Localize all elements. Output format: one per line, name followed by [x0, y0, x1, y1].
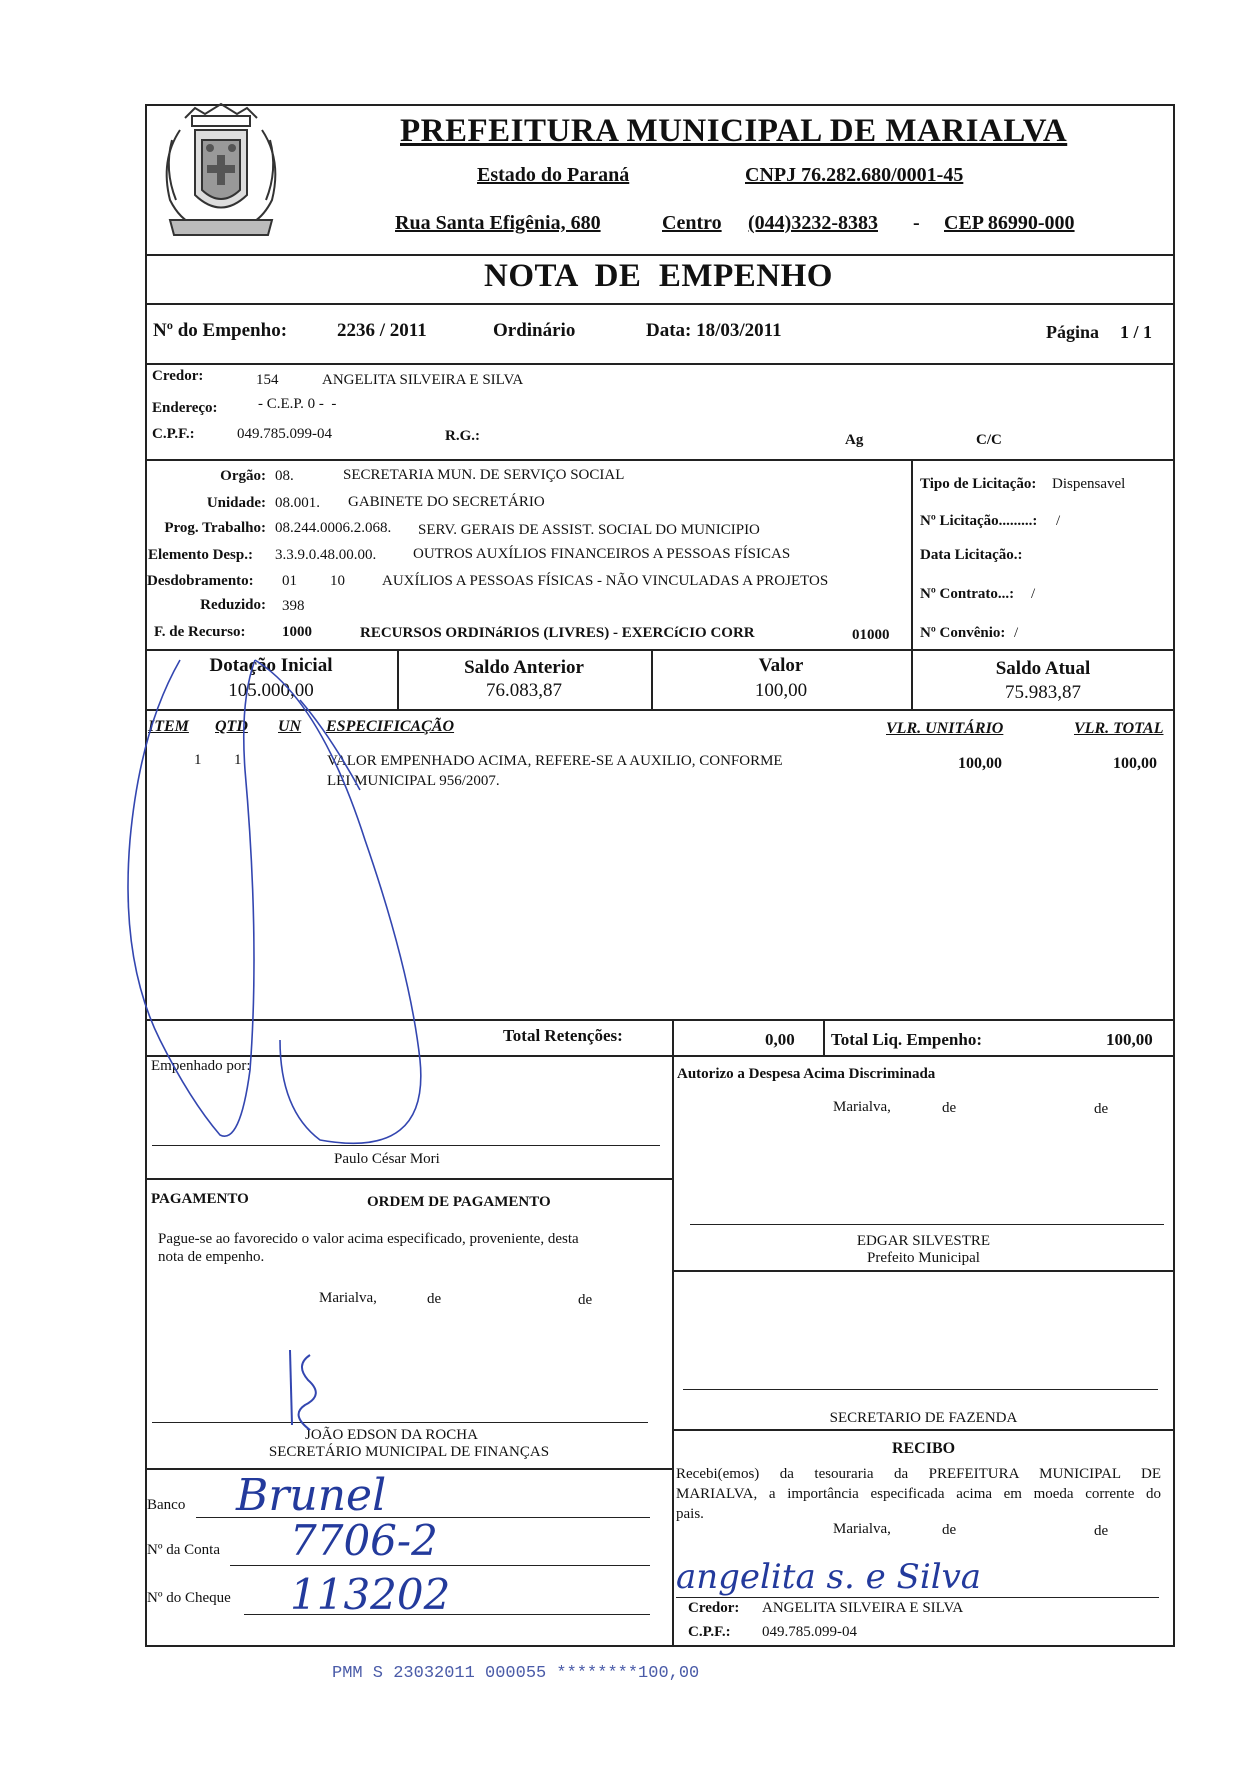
- prefeito-name: EDGAR SILVESTRE: [856, 1233, 991, 1249]
- retencoes-label: Total Retenções:: [503, 1026, 623, 1045]
- address-separator: -: [913, 212, 920, 234]
- autorizo-label: Autorizo a Despesa Acima Discriminada: [677, 1066, 936, 1082]
- cpf-label: C.P.F.:: [152, 426, 195, 442]
- address-phone: (044)3232-8383: [748, 212, 878, 234]
- cpf-value: 049.785.099-04: [237, 426, 332, 442]
- pagamento-text-line1: Pague-se ao favorecido o valor acima especificado, proveniente, desta: [158, 1231, 579, 1247]
- liquido-label: Total Liq. Empenho:: [831, 1030, 982, 1049]
- retencoes-value: 0,00: [765, 1030, 795, 1049]
- ordem-pagamento-label: ORDEM DE PAGAMENTO: [367, 1194, 551, 1210]
- licitacao-type: Dispensavel: [1052, 476, 1126, 492]
- address-cep: CEP 86990-000: [944, 212, 1075, 234]
- licitacao-number-label: Nº Licitação.........:: [920, 513, 1038, 529]
- autorizo-de2: de: [1094, 1101, 1109, 1117]
- financas-signature-mark: [280, 1345, 340, 1435]
- rg-label: R.G.:: [445, 428, 480, 444]
- elemento-name: OUTROS AUXÍLIOS FINANCEIROS A PESSOAS FÍSICAS: [413, 546, 791, 562]
- desdobramento-b: 10: [330, 573, 345, 589]
- item-number: 1: [194, 752, 202, 768]
- divider: [145, 303, 1175, 305]
- saldo-atual-label: Saldo Atual: [995, 658, 1091, 679]
- col-item: ITEM: [148, 718, 189, 735]
- address-district: Centro: [662, 212, 722, 234]
- empenho-number-label: Nº do Empenho:: [153, 320, 288, 341]
- reduzido-value: 398: [282, 598, 305, 614]
- convenio-value: /: [1014, 625, 1019, 641]
- divider: [145, 1468, 673, 1470]
- col-vlr-unit: VLR. UNITÁRIO: [886, 720, 1004, 737]
- licitacao-type-label: Tipo de Licitação:: [920, 476, 1037, 492]
- fonte-label: F. de Recurso:: [154, 624, 246, 640]
- fonte-code: 1000: [282, 624, 312, 640]
- signature-line: [690, 1224, 1164, 1225]
- divider: [823, 1019, 825, 1055]
- empenho-type: Ordinário: [493, 320, 576, 341]
- empenho-number: 2236 / 2011: [337, 320, 427, 341]
- recibo-text-line3: pais.: [676, 1506, 704, 1522]
- banco-handwritten: Brunel: [236, 1470, 387, 1521]
- pagamento-de2: de: [578, 1292, 593, 1308]
- validation-stamp: PMM S 23032011 000055 ********100,00: [332, 1664, 700, 1683]
- divider: [672, 1429, 1175, 1431]
- licitacao-number: /: [1056, 513, 1061, 529]
- desdobramento-a: 01: [282, 573, 297, 589]
- coat-of-arms-logo: [150, 100, 292, 250]
- contrato-value: /: [1031, 586, 1036, 602]
- divider: [145, 254, 1175, 256]
- divider: [145, 1178, 673, 1180]
- recibo-text-line2: MARIALVA, a importância especificada acima em moeda corrente do: [676, 1486, 1161, 1502]
- dotacao-label: Dotação Inicial: [209, 655, 333, 676]
- address-value: - C.E.P. 0 - -: [258, 396, 337, 412]
- dotacao-value: 105.000,00: [228, 680, 314, 701]
- prog-code: 08.244.0006.2.068.: [275, 520, 392, 536]
- pagamento-label: PAGAMENTO: [151, 1191, 249, 1207]
- item-unit-value: 100,00: [958, 755, 1002, 772]
- recibo-credor-label: Credor:: [688, 1600, 740, 1616]
- valor-label: Valor: [758, 655, 804, 676]
- empenhado-name: Paulo César Mori: [334, 1151, 440, 1167]
- convenio-label: Nº Convênio:: [920, 625, 1006, 641]
- cheque-label: Nº do Cheque: [147, 1590, 231, 1606]
- signature-scribble: [120, 640, 680, 1160]
- signature-line: [676, 1597, 1159, 1598]
- unidade-code: 08.001.: [275, 495, 320, 511]
- agency-label: Ag: [845, 432, 864, 448]
- address-street: Rua Santa Efigênia, 680: [395, 212, 601, 234]
- pagamento-de1: de: [427, 1291, 442, 1307]
- divider: [145, 363, 1175, 365]
- cnpj: CNPJ 76.282.680/0001-45: [745, 164, 964, 186]
- credor-code: 154: [256, 372, 279, 388]
- pagamento-city: Marialva,: [319, 1290, 377, 1306]
- credor-signature: angelita s. e Silva: [676, 1557, 982, 1597]
- credor-name: ANGELITA SILVEIRA E SILVA: [322, 372, 524, 388]
- item-spec-line2: LEI MUNICIPAL 956/2007.: [327, 773, 500, 789]
- account-label: C/C: [976, 432, 1002, 448]
- prefeito-role: Prefeito Municipal: [867, 1250, 980, 1266]
- divider: [145, 459, 1175, 461]
- item-total-value: 100,00: [1113, 755, 1157, 772]
- unidade-label: Unidade:: [206, 495, 266, 511]
- credor-label: Credor:: [152, 368, 204, 384]
- elemento-label: Elemento Desp.:: [148, 547, 253, 563]
- col-qtd: QTD: [215, 718, 248, 735]
- cheque-handwritten: 113202: [290, 1570, 451, 1619]
- conta-line: [230, 1565, 650, 1566]
- page-number: 1 / 1: [1120, 322, 1153, 342]
- item-spec-line1: VALOR EMPENHADO ACIMA, REFERE-SE A AUXILIO, CONFORME: [327, 753, 783, 769]
- saldo-anterior-label: Saldo Anterior: [464, 657, 584, 678]
- item-qtd: 1: [234, 752, 242, 768]
- recibo-de1: de: [942, 1522, 957, 1538]
- banco-label: Banco: [147, 1497, 186, 1513]
- recibo-credor-name: ANGELITA SILVEIRA E SILVA: [762, 1600, 964, 1616]
- saldo-atual-value: 75.983,87: [1005, 682, 1081, 703]
- elemento-code: 3.3.9.0.48.00.00.: [275, 547, 377, 563]
- reduzido-label: Reduzido:: [200, 597, 266, 613]
- financas-role: SECRETÁRIO MUNICIPAL DE FINANÇAS: [268, 1444, 550, 1460]
- empenhado-label: Empenhado por:: [151, 1058, 251, 1074]
- liquido-value: 100,00: [1106, 1030, 1153, 1049]
- col-spec: ESPECIFICAÇÃO: [326, 718, 455, 735]
- autorizo-de1: de: [942, 1100, 957, 1116]
- signature-line: [152, 1422, 648, 1423]
- saldo-anterior-value: 76.083,87: [486, 680, 562, 701]
- recibo-title: RECIBO: [891, 1440, 956, 1457]
- prog-name: SERV. GERAIS DE ASSIST. SOCIAL DO MUNICIPIO: [418, 522, 760, 538]
- fonte-name: RECURSOS ORDINáRIOS (LIVRES) - EXERCíCIO CORR: [360, 625, 755, 641]
- document-title: NOTA DE EMPENHO: [484, 258, 833, 294]
- valor-value: 100,00: [754, 680, 808, 701]
- autorizo-city: Marialva,: [833, 1099, 891, 1115]
- address-label: Endereço:: [152, 400, 218, 416]
- col-un: UN: [278, 718, 302, 735]
- desdobramento-name: AUXÍLIOS A PESSOAS FÍSICAS - NÃO VINCULADAS A PROJETOS: [382, 573, 829, 589]
- recibo-cpf-value: 049.785.099-04: [762, 1624, 857, 1640]
- unidade-name: GABINETE DO SECRETÁRIO: [348, 494, 545, 510]
- fonte-code-2: 01000: [852, 627, 890, 643]
- conta-handwritten: 7706-2: [290, 1516, 438, 1565]
- divider: [672, 1270, 1175, 1272]
- orgao-name: SECRETARIA MUN. DE SERVIÇO SOCIAL: [343, 467, 625, 483]
- recibo-de2: de: [1094, 1523, 1109, 1539]
- recibo-text-line1: Recebi(emos) da tesouraria da PREFEITURA MUNICIPAL DE: [676, 1466, 1161, 1482]
- fazenda-label: SECRETARIO DE FAZENDA: [829, 1410, 1018, 1426]
- col-vlr-total: VLR. TOTAL: [1074, 720, 1164, 737]
- desdobramento-label: Desdobramento:: [147, 573, 254, 589]
- signature-line: [683, 1389, 1158, 1390]
- municipality-title: PREFEITURA MUNICIPAL DE MARIALVA: [400, 113, 1068, 149]
- contrato-label: Nº Contrato...:: [920, 586, 1015, 602]
- recibo-cpf-label: C.P.F.:: [688, 1624, 731, 1640]
- orgao-code: 08.: [275, 468, 294, 484]
- orgao-label: Orgão:: [220, 468, 266, 484]
- empenho-date: Data: 18/03/2011: [646, 320, 782, 341]
- pagamento-text-line2: nota de empenho.: [158, 1249, 265, 1265]
- state-name: Estado do Paraná: [477, 164, 630, 186]
- recibo-city: Marialva,: [833, 1521, 891, 1537]
- conta-label: Nº da Conta: [147, 1542, 220, 1558]
- licitacao-date-label: Data Licitação.:: [920, 547, 1023, 563]
- financas-signer: JOÃO EDSON DA ROCHA: [305, 1427, 478, 1443]
- page-label: Página: [1046, 322, 1100, 342]
- prog-label: Prog. Trabalho:: [164, 520, 266, 536]
